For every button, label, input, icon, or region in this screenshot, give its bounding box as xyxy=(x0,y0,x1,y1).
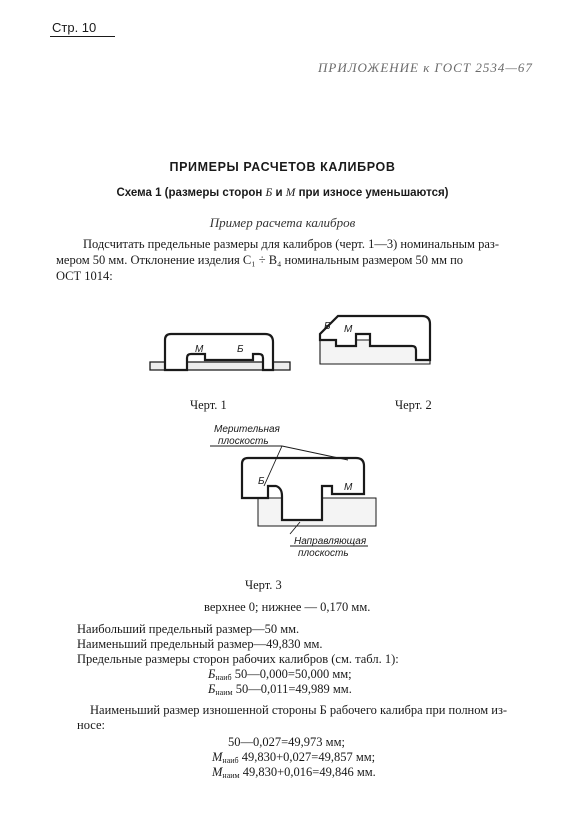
b-max-symbol: Б xyxy=(208,667,216,681)
scheme-m: М xyxy=(285,187,296,199)
b-min-sub: наим xyxy=(215,688,233,697)
figure-1-drawing xyxy=(145,330,295,380)
b-worn-formula: 50—0,027=49,973 мм; xyxy=(228,735,345,749)
worn-line-2: носе: xyxy=(77,718,105,732)
figure-1-label-b: Б xyxy=(237,344,244,355)
scheme-title xyxy=(0,187,565,199)
figure-3-guiding-2: плоскость xyxy=(298,548,349,559)
b-max-sub: наиб xyxy=(215,673,232,682)
figure-2-label-m: М xyxy=(344,324,353,335)
scheme-prefix: Схема 1 (размеры сторон xyxy=(116,187,266,199)
limit-min: Наименьший предельный размер—49,830 мм. xyxy=(77,637,323,651)
figure-3-guiding-1: Направляющая xyxy=(294,536,367,547)
intro-paragraph xyxy=(56,236,525,284)
m-max-value: 49,830+0,027=49,857 мм; xyxy=(241,750,376,764)
figure-1-caption: Черт. 1 xyxy=(190,398,227,412)
m-max-symbol: М xyxy=(212,750,223,764)
figure-3-measuring-1: Мерительная xyxy=(214,424,280,435)
limit-sides: Предельные размеры сторон рабочих калибров (см. табл. 1): xyxy=(77,652,399,666)
m-max-sub: наиб xyxy=(222,756,239,765)
scheme-b: Б xyxy=(265,187,273,199)
b-min-value: 50—0,011=49,989 мм. xyxy=(235,682,352,696)
scheme-suffix: при износе уменьшаются) xyxy=(295,187,449,199)
m-min-symbol: М xyxy=(212,765,223,779)
b-min-formula xyxy=(208,682,352,700)
figure-2-label-b: Б xyxy=(324,321,331,332)
page-number: Стр. 10 xyxy=(52,20,97,35)
figure-3-drawing xyxy=(200,420,390,560)
appendix-header: ПРИЛОЖЕНИЕ к ГОСТ 2534—67 xyxy=(318,60,533,75)
b-min-symbol: Б xyxy=(208,682,216,696)
intro-line-1: Подсчитать предельные размеры для калибров (черт. 1—3) номинальным раз- xyxy=(83,237,499,251)
scheme-and: и xyxy=(272,187,286,199)
intro-line-2: мером 50 мм. Отклонение изделия C₁ ÷ B₄ номинальным размером 50 мм по xyxy=(56,253,464,267)
m-min-formula xyxy=(212,765,376,783)
figure-3-measuring-2: плоскость xyxy=(218,436,269,447)
example-title: Пример расчета калибров xyxy=(209,215,356,230)
m-min-value: 49,830+0,016=49,846 мм. xyxy=(242,765,376,779)
figure-2-caption: Черт. 2 xyxy=(395,398,432,412)
b-max-value: 50—0,000=50,000 мм; xyxy=(234,667,352,681)
limit-max: Наибольший предельный размер—50 мм. xyxy=(77,622,300,636)
figure-3-label-m: М xyxy=(344,482,353,493)
m-min-sub: наим xyxy=(222,771,240,780)
worn-line-1: Наименьший размер изношенной стороны Б рабочего калибра при полном из- xyxy=(90,703,508,717)
header-rule xyxy=(50,36,115,37)
figure-2-drawing xyxy=(310,312,440,372)
intro-line-3: ОСТ 1014: xyxy=(56,269,113,283)
deviations: верхнее 0; нижнее — 0,170 мм. xyxy=(204,600,371,614)
figure-3-label-b: Б xyxy=(258,476,265,487)
section-title: ПРИМЕРЫ РАСЧЕТОВ КАЛИБРОВ xyxy=(169,160,396,174)
figure-3-caption: Черт. 3 xyxy=(245,578,282,592)
figure-1-label-m: М xyxy=(195,344,204,355)
